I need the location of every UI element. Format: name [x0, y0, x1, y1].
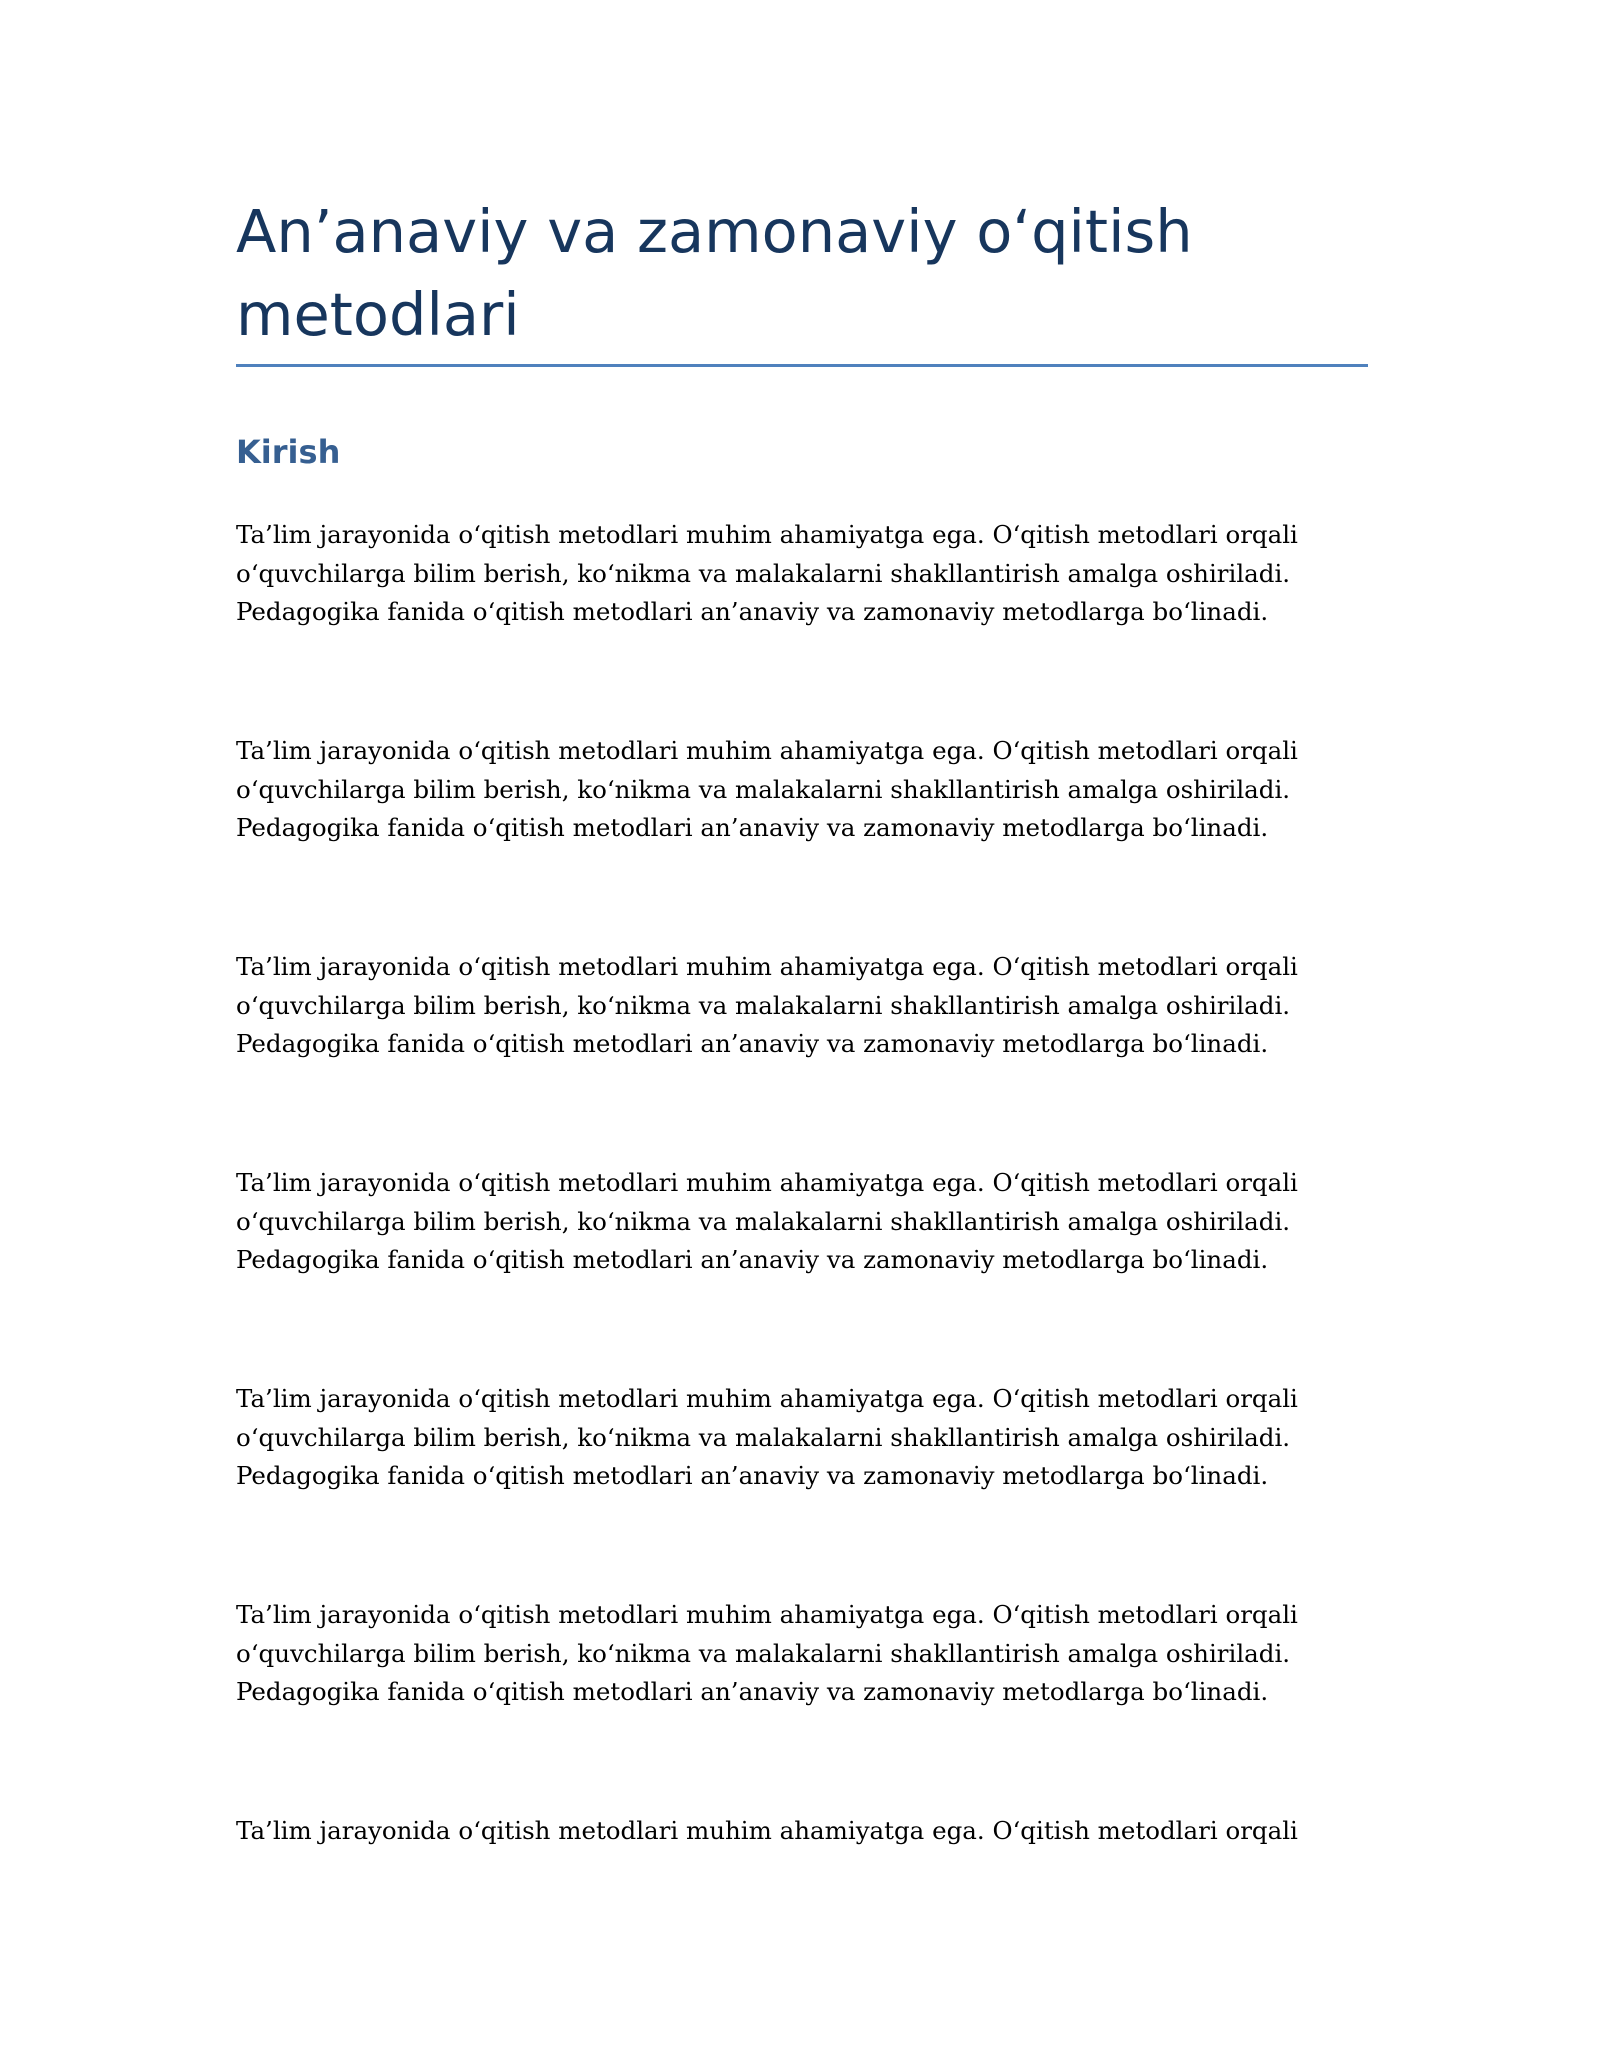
body-paragraph [236, 1596, 1336, 1712]
paragraph-line: o‘quvchilarga bilim berish, ko‘nikma va malakalarni shakllantirish amalga oshiriladi. [236, 1638, 1291, 1668]
document-title-line: An’anaviy va zamonaviy o‘qitish [236, 197, 1193, 266]
paragraph-line: Pedagogika fanida o‘qitish metodlari an’anaviy va zamonaviy metodlarga bo‘linadi. [236, 1677, 1269, 1706]
body-paragraph [236, 1812, 1336, 1851]
body-paragraph [236, 1164, 1336, 1280]
paragraph-line: Ta’lim jarayonida o‘qitish metodlari muhim ahamiyatga ega. O‘qitish metodlari orqali [236, 1384, 1298, 1413]
paragraph-line: Pedagogika fanida o‘qitish metodlari an’anaviy va zamonaviy metodlarga bo‘linadi. [236, 597, 1269, 626]
document-title-line: metodlari [236, 280, 520, 349]
body-paragraph [236, 1380, 1336, 1496]
title-underline-divider [236, 364, 1368, 367]
paragraph-line: o‘quvchilarga bilim berish, ko‘nikma va malakalarni shakllantirish amalga oshiriladi. [236, 774, 1291, 804]
paragraph-line: Pedagogika fanida o‘qitish metodlari an’anaviy va zamonaviy metodlarga bo‘linadi. [236, 1029, 1269, 1058]
paragraph-line: Ta’lim jarayonida o‘qitish metodlari muhim ahamiyatga ega. O‘qitish metodlari orqali [236, 736, 1298, 765]
body-paragraph [236, 516, 1336, 632]
paragraph-line: Pedagogika fanida o‘qitish metodlari an’anaviy va zamonaviy metodlarga bo‘linadi. [236, 813, 1269, 842]
paragraph-line: Pedagogika fanida o‘qitish metodlari an’anaviy va zamonaviy metodlarga bo‘linadi. [236, 1461, 1269, 1490]
paragraph-line: o‘quvchilarga bilim berish, ko‘nikma va malakalarni shakllantirish amalga oshiriladi. [236, 558, 1291, 588]
paragraph-line: o‘quvchilarga bilim berish, ko‘nikma va malakalarni shakllantirish amalga oshiriladi. [236, 990, 1291, 1020]
paragraph-line: Ta’lim jarayonida o‘qitish metodlari muhim ahamiyatga ega. O‘qitish metodlari orqali [236, 1168, 1298, 1197]
document-title [236, 190, 1366, 356]
body-paragraph [236, 732, 1336, 848]
paragraph-line: Pedagogika fanida o‘qitish metodlari an’anaviy va zamonaviy metodlarga bo‘linadi. [236, 1245, 1269, 1274]
paragraph-line: Ta’lim jarayonida o‘qitish metodlari muhim ahamiyatga ega. O‘qitish metodlari orqali [236, 520, 1298, 549]
paragraph-line: Ta’lim jarayonida o‘qitish metodlari muhim ahamiyatga ega. O‘qitish metodlari orqali [236, 1816, 1298, 1845]
paragraph-line: o‘quvchilarga bilim berish, ko‘nikma va malakalarni shakllantirish amalga oshiriladi. [236, 1422, 1291, 1452]
paragraph-line: Ta’lim jarayonida o‘qitish metodlari muhim ahamiyatga ega. O‘qitish metodlari orqali [236, 1600, 1298, 1629]
paragraph-line: o‘quvchilarga bilim berish, ko‘nikma va malakalarni shakllantirish amalga oshiriladi. [236, 1206, 1291, 1236]
paragraph-line: Ta’lim jarayonida o‘qitish metodlari muhim ahamiyatga ega. O‘qitish metodlari orqali [236, 952, 1298, 981]
section-heading: Kirish [236, 433, 341, 471]
body-paragraph [236, 948, 1336, 1064]
